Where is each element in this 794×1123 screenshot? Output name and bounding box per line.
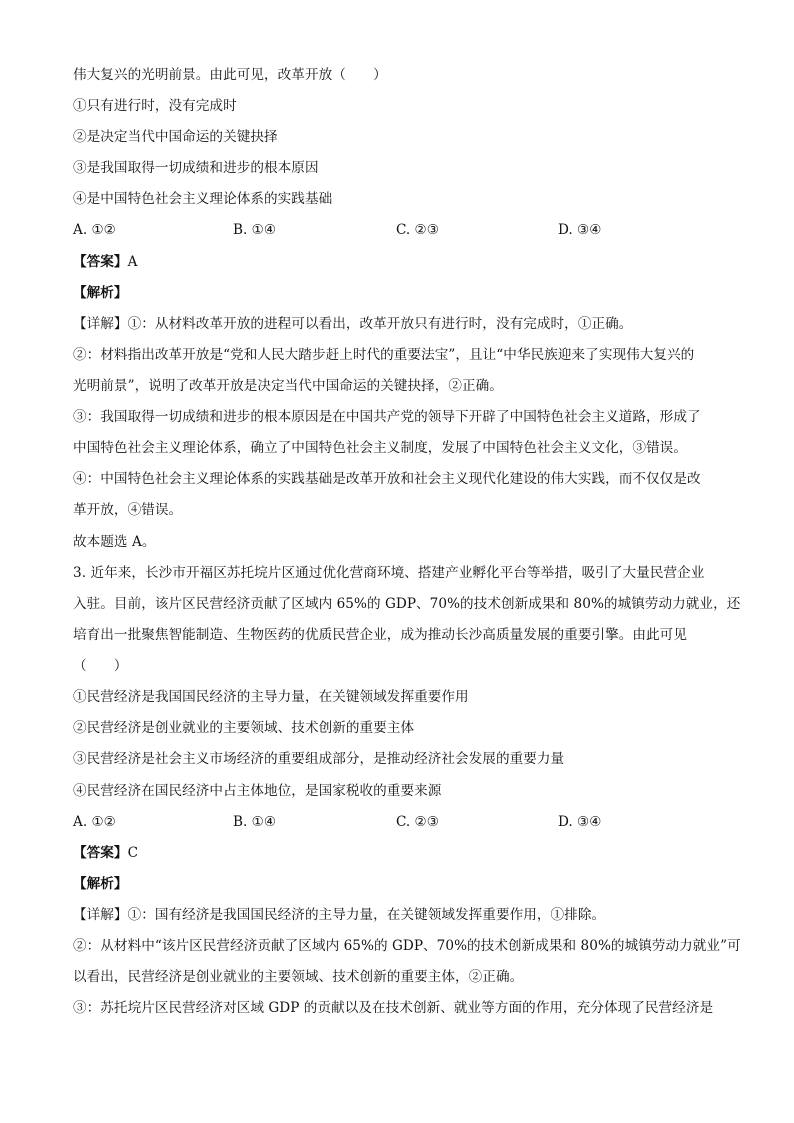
q3-detail-line-2: ②：从材料中“该片区民营经济贡献了区域内 65%的 GDP、70%的技术创新成果和 80%的城镇劳动力就业”可	[73, 938, 741, 954]
q2-conclusion: 故本题选 A。	[73, 534, 156, 550]
q3-statement-2: ②民营经济是创业就业的主要领域、技术创新的重要主体	[73, 720, 415, 736]
q3-options	[73, 813, 733, 831]
q2-answer-label: 【答案】	[73, 254, 128, 270]
q2-analysis-label: 【解析】	[73, 285, 128, 301]
q2-options	[73, 221, 733, 239]
q3-detail-line-1: 【详解】①：国有经济是我国国民经济的主导力量，在关键领域发挥重要作用，①排除。	[73, 907, 606, 923]
q3-option-d: D. ③④	[558, 814, 602, 830]
q3-answer-value: C	[127, 845, 139, 861]
q3-answer-label: 【答案】	[73, 845, 128, 861]
q2-statement-2: ②是决定当代中国命运的关键抉择	[73, 129, 278, 145]
q2-detail-line-6: ④：中国特色社会主义理论体系的实践基础是改革开放和社会主义现代化建设的伟大实践，而不仅仅是改	[73, 471, 701, 487]
q2-detail-line-5: 中国特色社会主义理论体系，确立了中国特色社会主义制度，发展了中国特色社会主义文化，③错误。	[73, 440, 687, 456]
q2-statement-1: ①只有进行时，没有完成时	[73, 98, 237, 114]
q2-option-c: C. ②③	[396, 222, 439, 238]
q2-detail-line-1: 【详解】①：从材料改革开放的进程可以看出，改革开放只有进行时，没有完成时，①正确。	[73, 316, 633, 332]
q3-option-b: B. ①④	[233, 814, 277, 830]
q2-detail-line-3: 光明前景”，说明了改革开放是决定当代中国命运的关键抉择，②正确。	[73, 378, 503, 394]
q3-statement-3: ③民营经济是社会主义市场经济的重要组成部分，是推动经济社会发展的重要力量	[73, 751, 565, 767]
q3-analysis-label: 【解析】	[73, 876, 128, 892]
question-3-stem-line-2: 入驻。目前，该片区民营经济贡献了区域内 65%的 GDP、70%的技术创新成果和 80%的城镇劳动力就业，还	[73, 596, 741, 612]
q3-statement-1: ①民营经济是我国国民经济的主导力量，在关键领域发挥重要作用	[73, 689, 469, 705]
question-3-stem-line-1: 3. 近年来，长沙市开福区苏托垸片区通过优化营商环境、搭建产业孵化平台等举措，吸引了大量民营企业	[73, 565, 705, 581]
question-3-stem-line-3: 培育出一批聚焦智能制造、生物医药的优质民营企业，成为推动长沙高质量发展的重要引擎。由此可见	[73, 627, 687, 643]
question-3-stem-line-4: （ ）	[73, 658, 128, 674]
q2-detail-line-2: ②：材料指出改革开放是“党和人民大踏步赶上时代的重要法宝”，且让“中华民族迎来了实现伟大复兴的	[73, 347, 695, 363]
q2-answer-value: A	[127, 254, 138, 270]
q3-detail-line-3: 以看出，民营经济是创业就业的主要领域、技术创新的重要主体，②正确。	[73, 969, 524, 985]
q2-statement-4: ④是中国特色社会主义理论体系的实践基础	[73, 191, 333, 207]
q3-detail-line-4: ③：苏托垸片区民营经济对区域 GDP 的贡献以及在技术创新、就业等方面的作用，充分体现了民营经济是	[73, 1000, 714, 1016]
q3-option-c: C. ②③	[396, 814, 439, 830]
question-2-stem-end: 伟大复兴的光明前景。由此可见，改革开放（ ）	[73, 67, 387, 83]
q2-answer	[73, 253, 728, 271]
q3-answer	[73, 844, 728, 862]
q2-option-b: B. ①④	[233, 222, 277, 238]
q3-option-a: A. ①②	[73, 814, 116, 830]
q2-detail-line-4: ③：我国取得一切成绩和进步的根本原因是在中国共产党的领导下开辟了中国特色社会主义道路，形成了	[73, 409, 701, 425]
q2-option-d: D. ③④	[558, 222, 602, 238]
q3-statement-4: ④民营经济在国民经济中占主体地位，是国家税收的重要来源	[73, 783, 442, 799]
q2-statement-3: ③是我国取得一切成绩和进步的根本原因	[73, 160, 319, 176]
q2-option-a: A. ①②	[73, 222, 116, 238]
q2-detail-line-7: 革开放，④错误。	[73, 502, 183, 518]
